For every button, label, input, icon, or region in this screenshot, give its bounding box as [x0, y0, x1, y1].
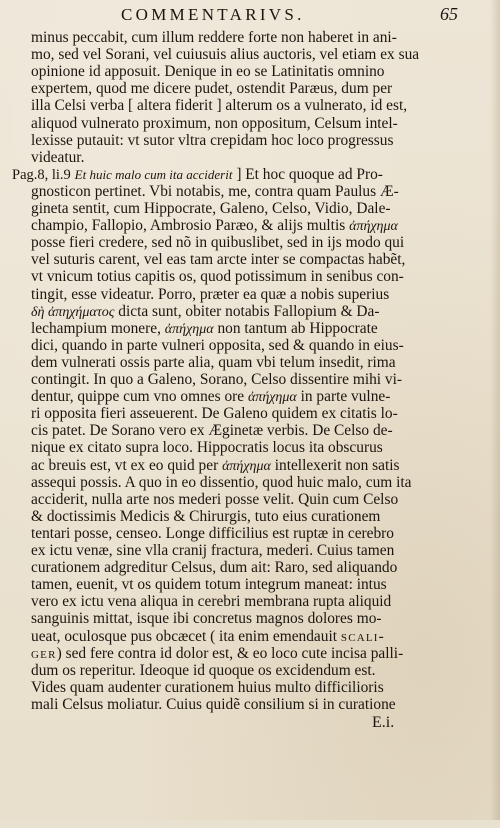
text-line: ri opposita fieri asseuerent. De Galeno quidem ex citatis lo-: [31, 405, 398, 423]
text-line: lexisse putauit: vt sutor vltra crepidam hoc loco progressus: [31, 131, 394, 149]
text-line: acciderit, nulla arte nos mederi posse velit. Quin cum Celso: [31, 490, 399, 508]
text-line: cis patet. De Sorano vero ex Æginetæ verbis. De Celso de-: [31, 422, 393, 440]
greek-term: ἀπήχημα: [349, 219, 398, 235]
text-line: sanguinis mittat, isque ibi concretus magnos dolores mo-: [31, 610, 382, 628]
body-text: [0, 28, 500, 716]
page-number: 65: [440, 4, 458, 24]
text-line: gineta sentit, cum Hippocrate, Galeno, Celso, Vidio, Dale-: [31, 200, 391, 217]
text-line: posse fieri credere, sed nõ in quibuslibet, sed in ijs modo qui: [31, 234, 405, 252]
text-line: mo, sed vel Sorani, vel cuiusuis alius auctoris, vel etiam ex sua: [31, 46, 420, 64]
text-line: & doctissimis Medicis & Chirurgis, tuto eius curationem: [31, 507, 381, 525]
text-line: dem vulnerati ossis parte alia, quam vbi telum insedit, rima: [31, 353, 396, 371]
text-segment: dentur, quippe cum vno omnes ore: [31, 388, 245, 406]
text-line: dum os reperitur. Ideoque id quoque os excidendum est.: [31, 661, 376, 679]
lemma-line-text: ] Et hoc quoque ad Pro-: [236, 165, 383, 183]
body-text-continued: [0, 748, 500, 828]
text-line: opinione id apposuit. Denique in eo se Latinitatis omnino: [31, 63, 385, 81]
text-line: assequi possis. A quo in eo dissentio, quod huic malo, cum ita: [31, 473, 412, 491]
text-line: expertem, quod me dicere pudet, ostendit Paræus, dum per: [31, 80, 393, 98]
text-line: tamen, euenit, vt os quidem totum integrum maneat: intus: [31, 576, 387, 594]
text-line: vt vnicum totius capitis os, quod potissimum in senibus con-: [31, 268, 404, 286]
text-line: curationem adgreditur Celsus, dum ait: Raro, sed aliquando: [31, 559, 398, 577]
text-line: tingit, esse videatur. Porro, præter ea quæ a nobis superius: [31, 285, 390, 303]
signature-mark: E.i.: [372, 714, 395, 731]
greek-term: ἀπήχημα: [164, 321, 214, 337]
hyphen: -: [378, 627, 384, 645]
text-line: illa Celsi verba [ altera fiderit ] alterum os a vulnerato, id est,: [31, 97, 408, 115]
text-segment: lechampium monere,: [31, 319, 161, 337]
text-line: aliquod vulnerato proximum, non oppositum, Celsum intel-: [31, 114, 398, 132]
text-segment: ac breuis est, vt ex eo quid per: [31, 456, 219, 474]
lemma-reference: Pag.8, li.9: [12, 166, 71, 183]
text-segment: dicta sunt, obiter notabis Fallopium & Da-: [118, 302, 380, 320]
text-line: nique ex citato supra loco. Hippocratis locus ita obscurus: [31, 439, 383, 457]
text-line: vero ex ictu vena aliqua in cerebri membrana rupta aliquid: [31, 593, 392, 611]
text-segment: champio, Fallopio, Ambrosio Paræo, & alijs multis: [31, 217, 346, 235]
text-line: minus peccabit, cum illum reddere forte non haberet in ani-: [31, 29, 397, 46]
text-line: ex ictu venæ, sine vlla cranij fractura, mederi. Cuius tamen: [31, 542, 395, 559]
lemma-quote: Et huic malo cum ita acciderit: [74, 166, 233, 182]
running-head: [0, 4, 500, 24]
greek-term: ἀπήχημα: [222, 458, 271, 474]
text-segment: intellexerit non satis: [274, 456, 400, 474]
text-line: contingit. In quo a Galeno, Sorano, Celso dissentire mihi vi-: [31, 371, 403, 388]
greek-term: δὴ ἀπηχήματος: [31, 304, 115, 320]
text-segment: ueat, oculosque pus obcæcet ( ita enim emendauit: [31, 627, 338, 645]
text-line: gnosticon pertinet. Vbi notabis, me, contra quam Paulus Æ-: [31, 182, 399, 200]
smallcaps-name: GER: [31, 648, 57, 661]
running-title: COMMENTARIVS.: [121, 5, 305, 24]
text-segment: ) sed fere contra id dolor est, & eo loco cute incisa palli-: [56, 644, 404, 662]
text-line: Vides quam audenter curationem huius multo difficilioris: [31, 678, 384, 696]
text-line: mali Celsus moliatur. Cuius quidẽ consilium si in curatione: [31, 695, 396, 713]
text-line: dici, quando in parte vulneri opposita, sed & quando in eius-: [31, 336, 404, 354]
smallcaps-name: SCALI: [340, 631, 379, 644]
text-segment: in parte vulne-: [300, 388, 391, 406]
text-line: tentari posse, censeo. Longe difficilius est ruptæ in cerebro: [31, 524, 395, 542]
text-line: videatur.: [31, 148, 85, 166]
greek-term: ἀπήχημα: [247, 390, 297, 406]
text-segment: non tantum ab Hippocrate: [217, 319, 378, 337]
text-line: vel suturis carent, vel eas tam arcte inter se compactas habẽt,: [31, 251, 406, 269]
